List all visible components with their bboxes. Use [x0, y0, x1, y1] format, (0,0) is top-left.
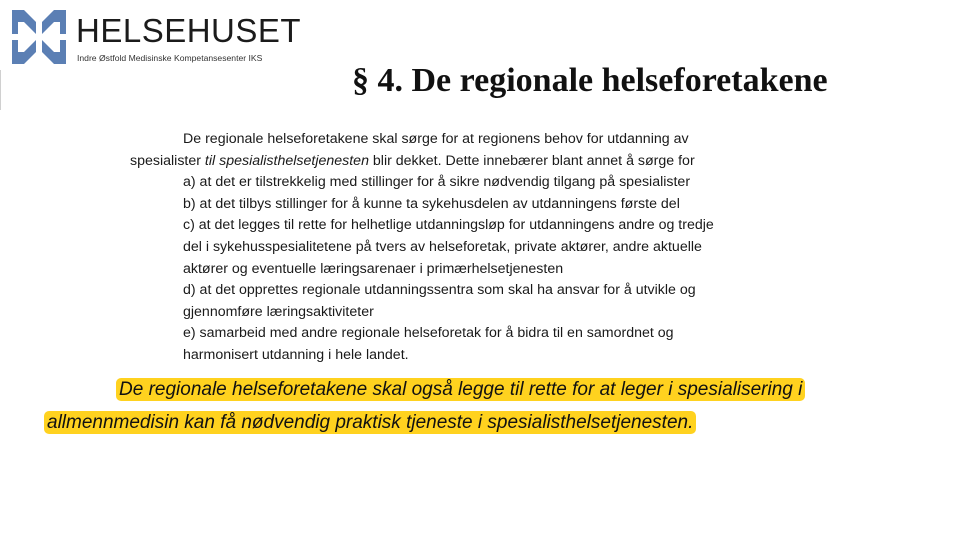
paragraph-text: spesialister	[130, 152, 205, 169]
brand-subtitle: Indre Østfold Medisinske Kompetansesenter IKS	[77, 53, 263, 63]
paragraph-line	[130, 151, 790, 173]
section-heading: § 4. De regionale helseforetakene	[352, 62, 828, 99]
list-item: a) at det er tilstrekkelig med stillinger for å sikre nødvendig tilgang på spesialister	[183, 174, 691, 191]
list-item: e) samarbeid med andre regionale helseforetak for å bidra til en samordnet og	[183, 325, 674, 342]
highlight-line	[44, 406, 924, 439]
paragraph-line: De regionale helseforetakene skal sørge for at regionens behov for utdanning av	[183, 131, 689, 147]
list-item: gjennomføre læringsaktiviteter	[183, 303, 374, 320]
list-item: c) at det legges til rette for helhetlige utdanningsløp for utdanningens andre og tredje	[183, 217, 714, 234]
list-item: aktører og eventuelle læringsarenaer i primærhelsetjenesten	[183, 260, 564, 277]
highlight-line	[44, 373, 924, 406]
highlighted-text	[44, 373, 924, 439]
regulation-text	[130, 129, 790, 367]
list-item: b) at det tilbys stillinger for å kunne ta sykehusdelen av utdanningens første del	[183, 195, 680, 212]
brand-name: HELSEHUSET	[76, 12, 302, 49]
paragraph-text: blir dekket. Dette innebærer blant annet å sørge for	[368, 152, 695, 169]
list-item: harmonisert utdanning i hele landet.	[183, 346, 409, 363]
paragraph-italic-text: til spesialisthelsetjenesten	[204, 152, 369, 169]
highlight-text: De regionale helseforetakene skal også legge til rette for at leger i spesialisering i	[116, 378, 805, 401]
helsehuset-logo-icon	[10, 8, 68, 66]
helsehuset-logo	[10, 8, 302, 70]
list-item: d) at det opprettes regionale utdanningssentra som skal ha ansvar for å utvikle og	[183, 282, 696, 299]
list-item: del i sykehusspesialitetene på tvers av helseforetak, private aktører, andre aktuelle	[183, 238, 702, 255]
highlight-text: allmennmedisin kan få nødvendig praktisk tjeneste i spesialisthelsetjenesten.	[44, 411, 696, 434]
edge-divider	[0, 70, 1, 110]
